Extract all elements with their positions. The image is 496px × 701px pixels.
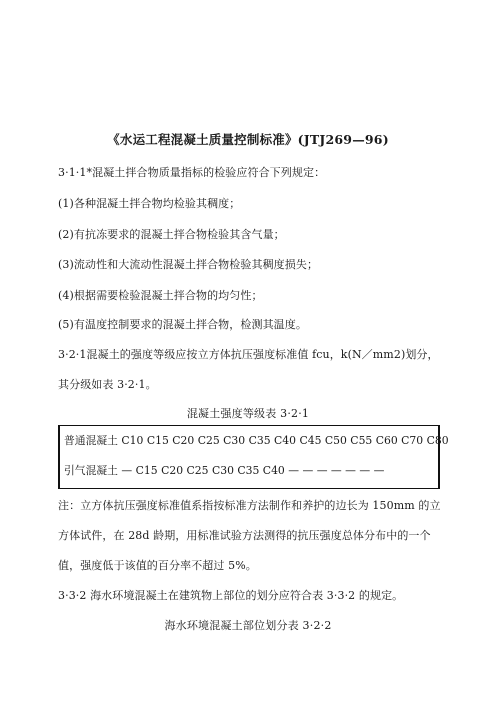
paragraph-item-5: (5)有温度控制要求的混凝土拌合物，检测其温度。 <box>58 318 307 331</box>
paragraph-clause-3-1-1: 3·1·1*混凝土拌合物质量指标的检验应符合下列规定： <box>58 166 326 179</box>
paragraph-item-2: (2)有抗冻要求的混凝土拌合物检验其含气量； <box>58 228 285 241</box>
note-line-1: 注：立方体抗压强度标准值系指按标准方法制作和养护的边长为 150mm 的立 <box>58 499 441 512</box>
paragraph-clause-3-2-1: 3·2·1混凝土的强度等级应按立方体抗压强度标准值 fcu，k(N／mm2)划分， <box>58 348 439 361</box>
note-line-3: 值，强度低于该值的百分率不超过 5%。 <box>58 559 257 572</box>
document-title: 《水运工程混凝土质量控制标准》(JTJ269—96) <box>107 132 389 147</box>
paragraph-clause-3-3-2: 3·3·2 海水环境混凝土在建筑物上部位的划分应符合表 3·3·2 的规定。 <box>58 589 404 602</box>
paragraph-item-4: (4)根据需要检验混凝土拌合物的均匀性； <box>58 289 263 302</box>
paragraph-item-3: (3)流动性和大流动性混凝土拌合物检验其稠度损失； <box>58 258 319 271</box>
table-row-air-entrained-concrete: 引气混凝土 — C15 C20 C25 C30 C35 C40 — — — — — — — <box>64 464 385 477</box>
note-line-2: 方体试件，在 28d 龄期，用标准试验方法测得的抗压强度总体分布中的一个 <box>58 529 431 542</box>
table-row-ordinary-concrete: 普通混凝土 C10 C15 C20 C25 C30 C35 C40 C45 C50 C55 C60 C70 C80 <box>64 434 449 447</box>
table-caption: 混凝土强度等级表 3·2·1 <box>186 407 310 420</box>
paragraph-item-1: (1)各种混凝土拌合物均检验其稠度； <box>58 197 241 210</box>
strength-grade-table <box>58 425 449 489</box>
paragraph-clause-3-2-1-cont: 其分级如表 3·2·1。 <box>58 378 157 391</box>
second-table-caption: 海水环境混凝土部位划分表 3·2·2 <box>164 619 332 632</box>
